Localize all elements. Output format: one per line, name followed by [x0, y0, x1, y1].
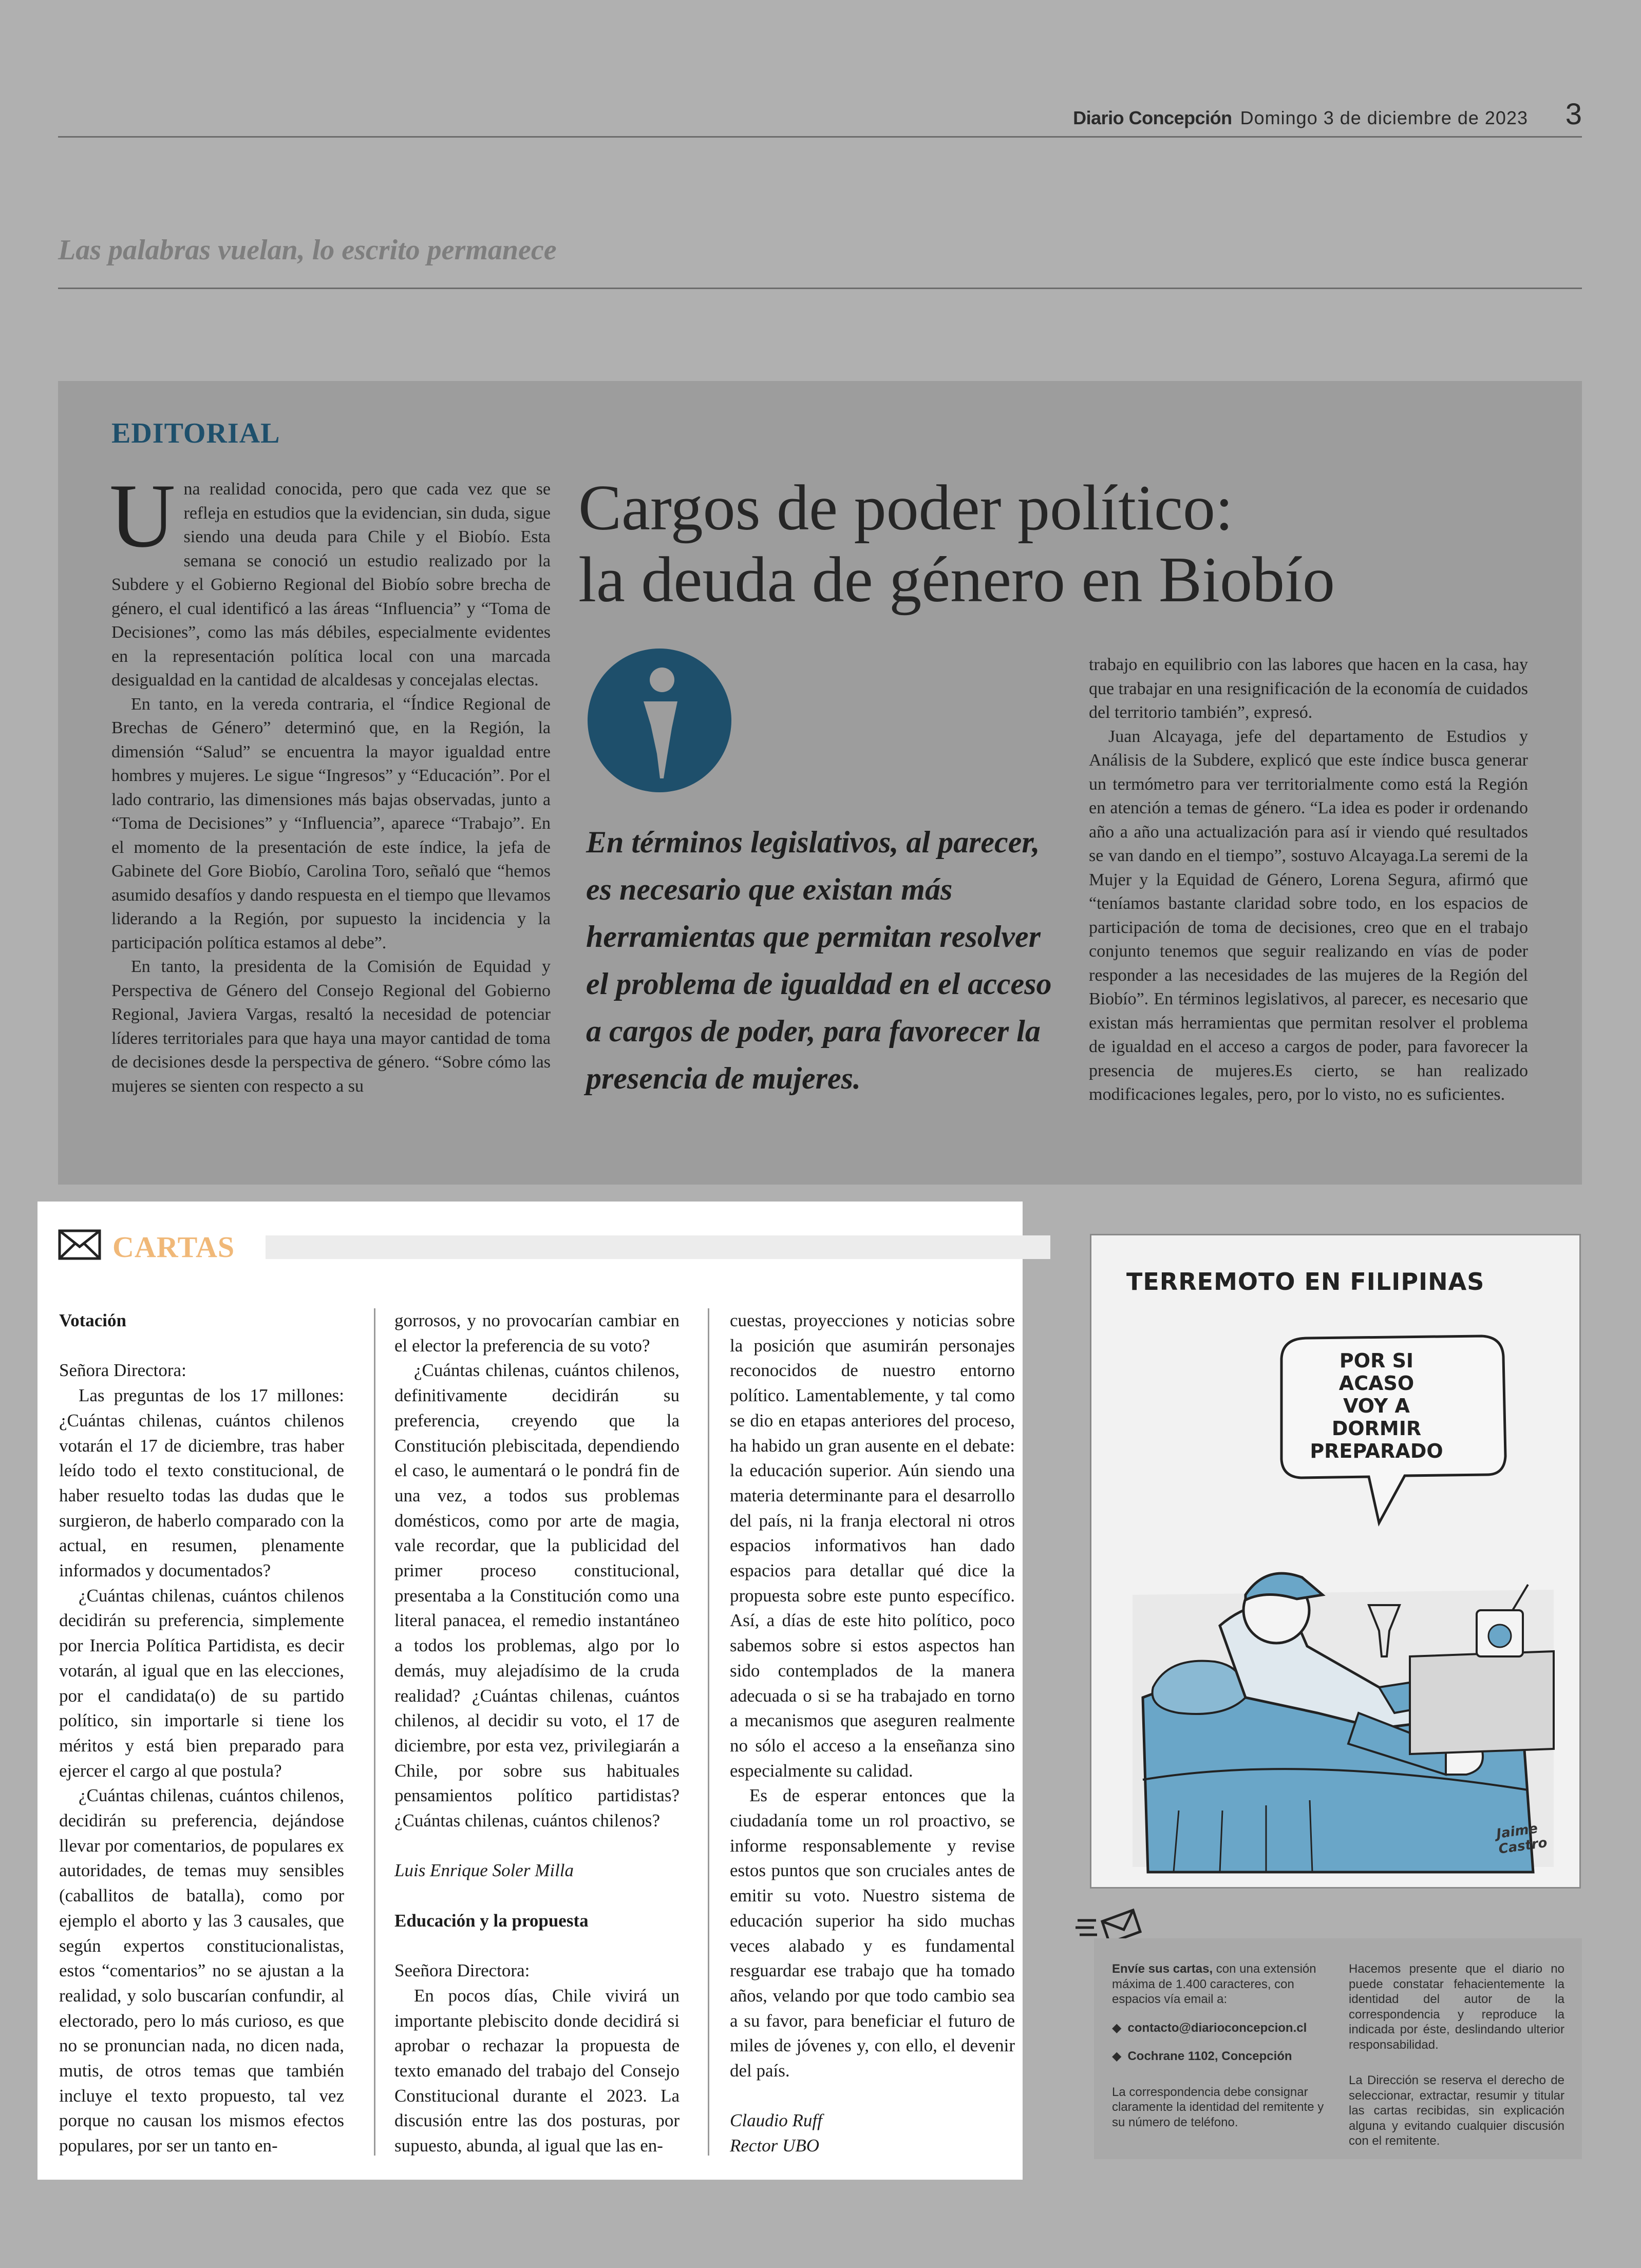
editorial-column-3 — [1089, 653, 1528, 1107]
info-left — [1112, 1961, 1333, 2130]
editorial-paragraph: En tanto, la presidenta de la Comisión de Equidad y Perspectiva de Género del Consejo Regional del Gobierno Regional, Javiera Vargas, resaltó la necesidad de potenciar líderes territoriales para que haya una mayor cantidad de toma de decisiones desde la perspectiva de género. “Sobre cómo las mujeres se sienten con respecto a su — [111, 957, 551, 1096]
letters-title: CARTAS — [112, 1230, 235, 1264]
letter-paragraph: ¿Cuántas chilenas, cuántos chilenos decidirán su preferencia, simplemente por Inercia Política Partidista, es decir votarán, al igual que en las elecciones, por el candidata(o) de su partido político, sin importarle si tiene los méritos y está bien preparado para ejercer el cargo al que postula? — [59, 1585, 344, 1781]
letters-info-box — [1094, 1938, 1582, 2159]
letter-paragraph: cuestas, proyecciones y noticias sobre la posición que asumirán personajes reconocidos de nuestro entorno político. Lamentablemente, y tal como se dio en etapas anteriores del proceso, ha habido un gran ausente en el debate: la educación superior. Aún siendo una materia determinante para el desarrollo del país, ni la franja electoral ni otros espacios informativos han dado espacios para detallar qué dice la propuesta sobre este punto específico. Así, a días de este hito político, poco sabemos sobre si estos aspectos han sido contemplados de la manera adecuada o si se ha trabajado en torno a mecanismos que aseguren realmente no sólo el acceso a la enseñanza sino especialmente su calidad. — [730, 1310, 1015, 1781]
letters-column-1 — [59, 1308, 344, 2159]
info-right — [1349, 1961, 1564, 2149]
info-email-item — [1112, 2021, 1333, 2036]
header-masthead — [1073, 107, 1528, 129]
editorial-column-1 — [109, 465, 551, 1098]
editorial-paragraph: trabajo en equilibrio con las labores que hacen en la casa, hay que trabajar en una resignificación de la economía de cuidados del territorio también”, expresó. — [1089, 655, 1528, 722]
editorial-section — [58, 381, 1582, 1185]
drop-cap: U — [109, 465, 176, 566]
info-i-icon — [587, 648, 732, 793]
issue-date: Domingo 3 de diciembre de 2023 — [1240, 107, 1528, 128]
letter-salutation: Señora Directora: — [59, 1360, 186, 1381]
letter-heading: Educación y la propuesta — [394, 1910, 589, 1931]
editorial-paragraph — [109, 465, 551, 693]
letter-paragraph: ¿Cuántas chilenas, cuántos chilenos, definitivamente decidirán su preferencia, creyendo que la Constitución plebiscitada, dependiendo el caso, le aumentará o le pondrá fin de una vez, a todos sus problemas domésticos, como por arte de magia, vale recordar, que la publicidad del primer proceso constitucional, presentaba a la Constitución como una literal panacea, el remedio instantáneo a todos los problemas, algo por lo demás, muy alejadísimo de la cruda realidad? ¿Cuántas chilenas, cuántos chilenos, al decidir su voto, el 17 de diciembre, por esta vez, privilegiarán a Chile, por sobre sus habituales pensamientos político partidistas? ¿Cuántas chilenas, cuántos chilenos? — [394, 1360, 680, 1831]
speech-bubble-text — [1302, 1349, 1451, 1462]
letter-signature-title: Rector UBO — [730, 2136, 819, 2156]
letter-paragraph: En pocos días, Chile vivirá un importante plebiscito donde decidirá si aprobar o rechazar la propuesta de texto emanado del trabajo del Consejo Constitucional durante el 2023. La discusión entre las dos posturas, por supuesto, abunda, al igual que las en- — [394, 1985, 680, 2156]
editorial-paragraph: Juan Alcayaga, jefe del departamento de Estudios y Análisis de la Subdere, explicó que este índice busca generar un termómetro para ver territorialmente como está la Región en atención a temas de género. “La idea es poder ir ordenando año a año una actualización para así ir viendo qué resultados se van dando en el tiempo”, sostuvo Alcayaga.La seremi de la Mujer y la Equidad de Género, Lorena Segura, afirmó que “teníamos bastante claridad sobre todo, en los espacios de participación de toma de decisiones, creo que en el trabajo conjunto tenemos que seguir realizando en vías de poder responder a las necesidades de las mujeres de la Región del Biobío”. En términos legislativos, al parecer, es necesario que existan más herramientas que permitan resolver el problema de igualdad en el acceso a cargos de poder, para favorecer la presencia de mujeres.Es cierto, se han realizado modificaciones legales, pero, por lo visto, no es suficientes. — [1089, 727, 1528, 1104]
info-rights: La Dirección se reserva el derecho de seleccionar, extractar, resumir y titular las cartas recibidas, sin explicación alguna y evitando cualquier discusión con el remitente. — [1349, 2073, 1564, 2148]
speech-line: VOY A DORMIR — [1331, 1395, 1422, 1440]
slogan-row — [58, 228, 1582, 289]
letters-title-bar — [266, 1235, 1050, 1259]
letter-paragraph: Las preguntas de los 17 millones: ¿Cuántas chilenas, cuántos chilenos votarán el 17 de diciembre, tras haber leído todo el texto constitucional, de haber resuelto todas las dudas que le surgieron, de haberlo comparado con la actual, en resumen, plenamente informados y documentados? — [59, 1385, 344, 1581]
speech-line: POR SI ACASO — [1338, 1349, 1414, 1395]
letters-column-3 — [730, 1308, 1015, 2159]
info-note: La correspondencia debe consignar claramente la identidad del remitente y su número de teléfono. — [1112, 2085, 1324, 2129]
cartoon-title: TERREMOTO EN FILIPINAS — [1126, 1268, 1485, 1295]
letter-paragraph: gorrosos, y no provocarían cambiar en el elector la preferencia de su voto? — [394, 1310, 680, 1356]
diamond-bullet-icon: ◆ — [1112, 2021, 1122, 2035]
letter-paragraph: Es de esperar entonces que la ciudadanía tome un rol proactivo, se informe responsablemente y revise estos puntos que son cruciales antes de emitir su voto. Nuestro sistema de educación superior ha sido muchas veces alabado y es fundamental resguardar ese trabajo que ha tomado años, velando por que todo cambio sea a su favor, para beneficiar el futuro de miles de jóvenes y, con ello, el devenir del país. — [730, 1785, 1015, 2081]
letter-signature: Luis Enrique Soler Milla — [394, 1860, 574, 1881]
letter-signature-name: Claudio Ruff — [730, 2110, 822, 2131]
info-address-item — [1112, 2049, 1333, 2064]
editorial-paragraph-text: na realidad conocida, pero que cada vez que se refleja en estudios que la evidencian, sin duda, sigue siendo una deuda para Chile y el Biobío. Esta semana se conoció un estudio realizado por la Subdere y el Gobierno Regional del Biobío sobre brecha de género, el cual identificó a las áreas “Influencia” y “Toma de Decisiones”, como las más débiles, especialmente evidentes en la representación política local con una marcada desigualdad en la cantidad de alcaldesas y concejalas electas. — [111, 480, 551, 690]
contact-email[interactable]: contacto@diarioconcepcion.cl — [1127, 2021, 1307, 2035]
letters-column-2 — [394, 1308, 680, 2159]
section-slogan: Las palabras vuelan, lo escrito permanece — [58, 234, 557, 266]
cartoonist-signature: Jaime Castro — [1495, 1821, 1549, 1857]
info-send-text: con una extensión máxima de 1.400 caracteres, con espacios vía email a: — [1112, 1962, 1316, 2006]
envelope-icon — [58, 1229, 101, 1260]
column-divider — [708, 1308, 709, 2156]
page-number: 3 — [1565, 98, 1582, 131]
editorial-paragraph: En tanto, en la vereda contraria, el “Índice Regional de Brechas de Género” determinó que, en la Región, la dimensión “Salud” se encuentra la mayor igualdad entre hombres y mujeres. Le sigue “Ingresos” y “Educación”. Por el lado contrario, las dimensiones más bajas observadas, junto a “Toma de Decisiones” y “Influencia”, aparece “Trabajo”. En el momento de la presentación de este índice, la jefa de Gabinete del Gore Biobío, Carolina Toro, señaló que “hemos asumido desafíos y dando respuesta en el tiempo que llevamos liderando a la Región, por supuesto la incidencia y la participación política estamos al debe”. — [111, 694, 551, 952]
editorial-title-line: Cargos de poder político: — [578, 472, 1233, 544]
letters-section — [37, 1202, 1023, 2180]
speech-line: PREPARADO — [1310, 1440, 1443, 1462]
editorial-title-line: la deuda de género en Biobío — [578, 544, 1335, 616]
letter-heading: Votación — [59, 1310, 126, 1330]
column-divider — [374, 1308, 375, 2156]
diamond-bullet-icon: ◆ — [1112, 2049, 1122, 2063]
page-header — [58, 100, 1582, 138]
letter-paragraph: ¿Cuántas chilenas, cuántos chilenos, decidirán su preferencia, dejándose llevar por comentarios, de populares ex autoridades, de temas muy sensibles (caballitos de batalla), como por ejemplo el aborto y las 3 causales, que según expertos constitucionalistas, estos “comentarios” no se ajustan a la realidad, y solo buscarían confundir, al electorado, pero lo más curioso, es que no se pronuncian nada, no dicen nada, mutis, de otros temas que también incluye el texto propuesto, tal vez porque no causan los mismos efectos populares, por ser un tanto en- — [59, 1785, 344, 2156]
editorial-title — [578, 472, 1451, 616]
cartoon-illustration — [1091, 1235, 1582, 1890]
info-send-bold: Envíe sus cartas, — [1112, 1962, 1213, 1976]
info-disclaimer: Hacemos presente que el diario no puede constatar fehacientemente la identidad del autor de la correspondencia y reproduce la indicada por éste, deslindando ulterior responsabilidad. — [1349, 1962, 1564, 2052]
cartoon-panel — [1090, 1234, 1581, 1889]
editorial-label: EDITORIAL — [111, 417, 280, 449]
contact-address: Cochrane 1102, Concepción — [1127, 2049, 1292, 2063]
letter-salutation: Seeñora Directora: — [394, 1960, 530, 1981]
newspaper-name: Diario Concepción — [1073, 107, 1232, 128]
editorial-pull-quote: En términos legislativos, al parecer, es necesario que existan más herramientas que permitan resolver el problema de igualdad en el acceso a cargos de poder, para favorecer la presencia de mujeres. — [586, 825, 1052, 1095]
